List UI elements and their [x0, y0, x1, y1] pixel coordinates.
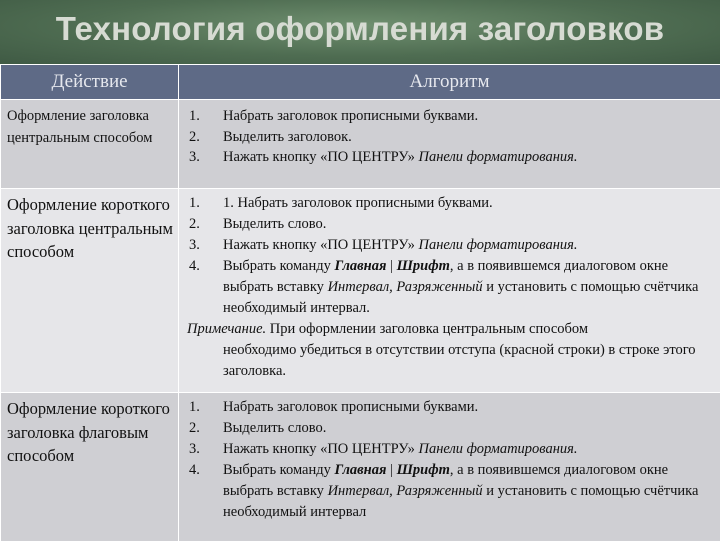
header-action: Действие: [1, 65, 179, 100]
header-algorithm: Алгоритм: [179, 65, 720, 100]
action-cell: Оформление заголовка центральным способом: [1, 100, 179, 189]
step-item: 2. Выделить заголовок.: [187, 127, 712, 148]
action-cell: Оформление короткого заголовка центральным способом: [1, 189, 179, 393]
step-item: 4. Выбрать команду Главная | Шрифт, а в появившемся диалоговом окне выбрать вставку Интервал, Разряженный и установить с помощью счётчика необходимый интервал: [187, 460, 712, 523]
step-item: 1. Набрать заголовок прописными буквами.: [187, 397, 712, 418]
algorithm-cell: [179, 189, 720, 393]
page-title: Технология оформления заголовков: [0, 10, 720, 48]
algorithm-table: [0, 64, 720, 542]
table-header-row: [1, 65, 720, 100]
note: Примечание. При оформлении заголовка центральным способом: [187, 319, 712, 340]
note-continuation: необходимо убедиться в отсутствии отступа (красной строки) в строке этого заголовка.: [187, 340, 712, 382]
step-item: 3. Нажать кнопку «ПО ЦЕНТРУ» Панели форматирования.: [187, 235, 712, 256]
step-item: 2. Выделить слово.: [187, 418, 712, 439]
action-cell: Оформление короткого заголовка флаговым способом: [1, 393, 179, 542]
step-item: 3. Нажать кнопку «ПО ЦЕНТРУ» Панели форматирования.: [187, 439, 712, 460]
table-row: [1, 393, 720, 542]
table-row: [1, 189, 720, 393]
step-item: 4. Выбрать команду Главная | Шрифт, а в появившемся диалоговом окне выбрать вставку Интервал, Разряженный и установить с помощью счётчика необходимый интервал.: [187, 256, 712, 319]
table-row: [1, 100, 720, 189]
step-item: 3. Нажать кнопку «ПО ЦЕНТРУ» Панели форматирования.: [187, 147, 712, 168]
step-item: 2. Выделить слово.: [187, 214, 712, 235]
step-item: 1. Набрать заголовок прописными буквами.: [187, 106, 712, 127]
algorithm-cell: [179, 100, 720, 189]
step-item: 1. 1. Набрать заголовок прописными буквами.: [187, 193, 712, 214]
algorithm-cell: [179, 393, 720, 542]
